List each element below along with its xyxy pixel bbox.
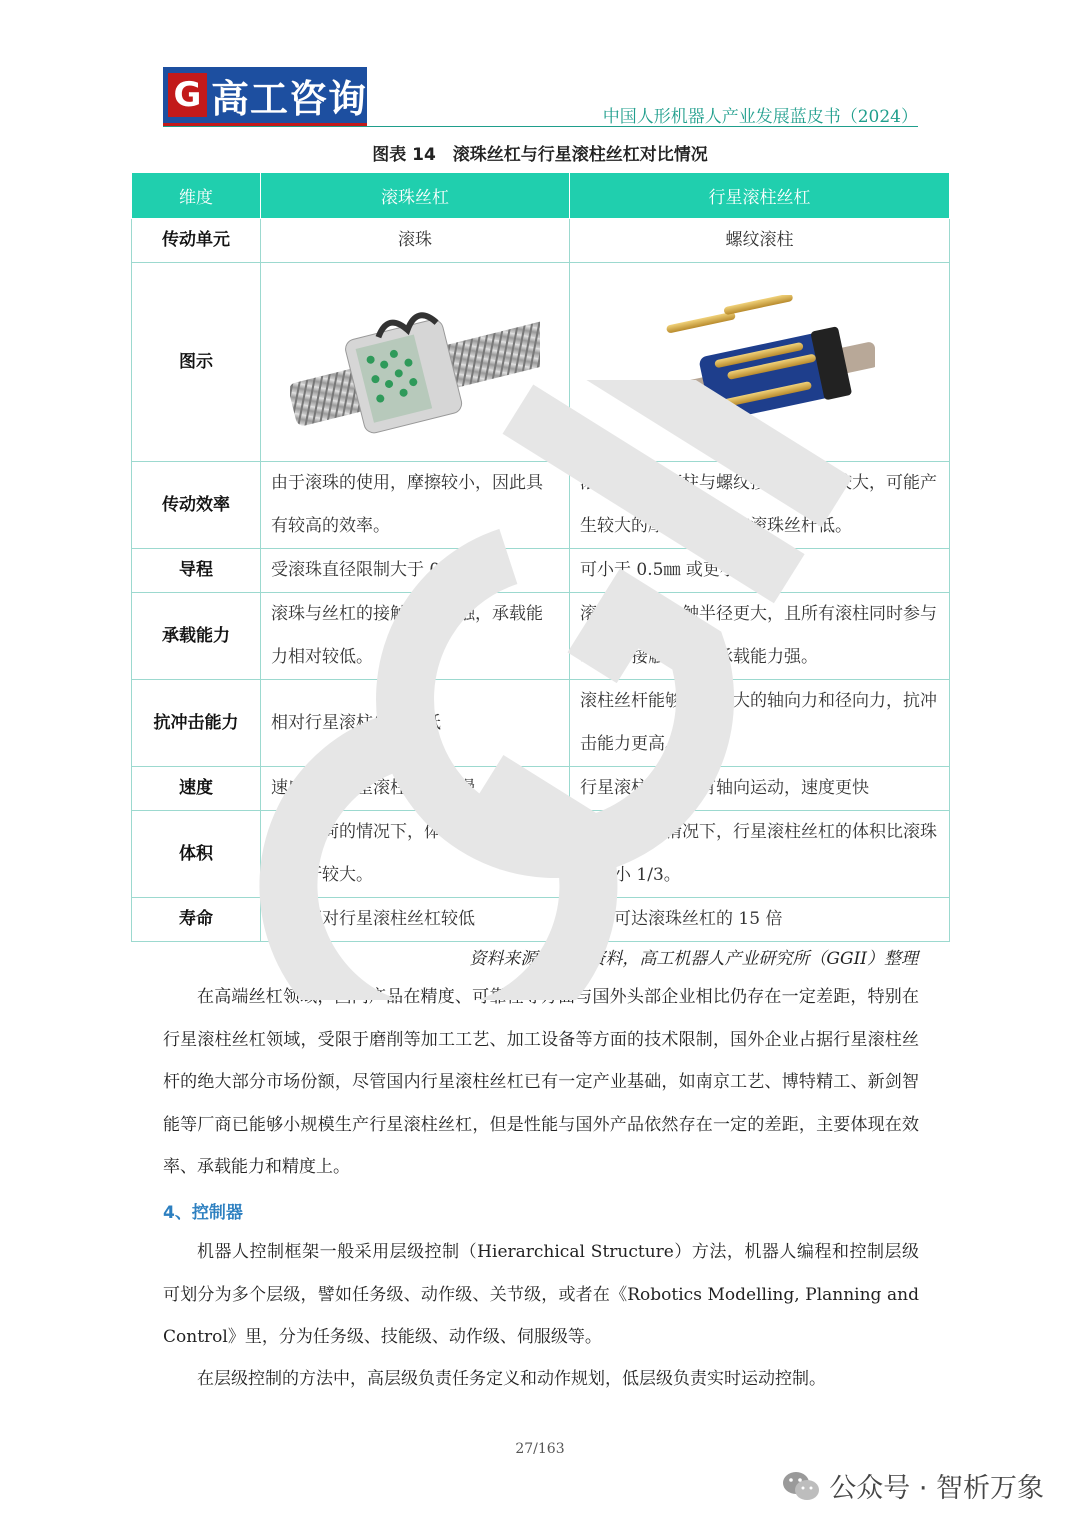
table-row: [132, 898, 950, 942]
ball-screw-cell: 相对行星滚柱丝杠较低: [261, 680, 570, 767]
roller-screw-image: [645, 295, 875, 425]
dimension-cell: 传动单元: [132, 219, 261, 263]
body-paragraph: 在层级控制的方法中，高层级负责任务定义和动作规划，低层级负责实时运动控制。: [197, 1369, 826, 1389]
roller-screw-cell: 可小于 0.5㎜ 或更小: [570, 549, 950, 593]
table-row: [132, 263, 950, 462]
report-title: 中国人形机器人产业发展蓝皮书（2024）: [602, 107, 918, 127]
table-row: [132, 767, 950, 811]
dimension-cell: 寿命: [132, 898, 261, 942]
wechat-account-name: 公众号 · 智析万象: [829, 1473, 1044, 1504]
roller-screw-cell: 寿命可达滚珠丝杠的 15 倍: [570, 898, 950, 942]
dimension-cell: 体积: [132, 811, 261, 898]
roller-screw-cell: 滚柱丝杆的滚柱与螺纹接触面相对较大，可能产生较大的摩擦，效率较滚珠丝杆低。: [570, 462, 950, 549]
dimension-cell: 导程: [132, 549, 261, 593]
body-paragraph: 机器人控制框架一般采用层级控制（Hierarchical Structure）方法，机器人编程和控制层级可划分为多个层级，譬如任务级、动作级、关节级，或者在《Robotics Modelling, Planning and Control》里，分为任务级、技能级、动作级、伺服级等。: [163, 1242, 919, 1347]
wechat-icon: [781, 1469, 821, 1503]
comparison-table: [131, 172, 950, 942]
table-row: [132, 680, 950, 767]
table-row: [132, 593, 950, 680]
logo-mark: G: [168, 73, 207, 117]
table-row: [132, 462, 950, 549]
ball-screw-cell: 速度相对行星滚柱丝杆较慢: [261, 767, 570, 811]
body-paragraph: 在高端丝杠领域，国内产品在精度、可靠性等方面与国外头部企业相比仍存在一定差距，特别在行星滚柱丝杠领域，受限于磨削等加工工艺、加工设备等方面的技术限制，国外企业占据行星滚柱丝杆的绝大部分市场份额，尽管国内行星滚柱丝杠已有一定产业基础，如南京工艺、博特精工、新剑智能等厂商已能够小规模生产行星滚柱丝杠，但是性能与国外产品依然存在一定的差距，主要体现在效率、承载能力和精度上。: [163, 987, 919, 1177]
column-header: 行星滚柱丝杠: [570, 173, 950, 219]
column-header: 滚珠丝杠: [261, 173, 570, 219]
table-header-row: [132, 173, 950, 219]
dimension-cell: 图示: [132, 263, 261, 462]
column-header: 维度: [132, 173, 261, 219]
dimension-cell: 抗冲击能力: [132, 680, 261, 767]
roller-screw-cell: 滚柱丝杆能够承受更大的轴向力和径向力，抗冲击能力更高。: [570, 680, 950, 767]
roller-screw-cell: 在同载荷的情况下，行星滚柱丝杠的体积比滚珠丝杠小 1/3。: [570, 811, 950, 898]
table-row: [132, 549, 950, 593]
roller-screw-cell: 螺纹滚柱: [570, 219, 950, 263]
ball-screw-cell: 滚珠: [261, 219, 570, 263]
roller-screw-cell: 行星滚柱丝杠没有轴向运动，速度更快: [570, 767, 950, 811]
ball-screw-cell: 由于滚珠的使用，摩擦较小，因此具有较高的效率。: [261, 462, 570, 549]
section-heading: 4、控制器: [163, 1203, 243, 1223]
dimension-cell: 承载能力: [132, 593, 261, 680]
ball-screw-cell: 寿命相对行星滚柱丝杠较低: [261, 898, 570, 942]
dimension-cell: 传动效率: [132, 462, 261, 549]
table-row: [132, 219, 950, 263]
roller-screw-illustration-cell: [570, 263, 950, 462]
source-note: 资料来源：公开资料，高工机器人产业研究所（GGII）整理: [469, 949, 918, 969]
wechat-account-badge: [781, 1466, 1044, 1505]
company-logo: [163, 67, 367, 126]
ball-screw-illustration-cell: [261, 263, 570, 462]
table-row: [132, 811, 950, 898]
logo-text: 高工咨询: [210, 76, 367, 121]
header-divider: [163, 126, 918, 127]
ball-screw-cell: 滚珠与丝杠的接触为点接触，承载能力相对较低。: [261, 593, 570, 680]
dimension-cell: 速度: [132, 767, 261, 811]
ball-screw-cell: 在同载荷的情况下，体积相对行星滚柱丝杆较大。: [261, 811, 570, 898]
figure-caption: 图表 14 滚珠丝杠与行星滚柱丝杠对比情况: [372, 145, 708, 165]
roller-screw-cell: 滚柱与丝杠接触半径更大，且所有滚柱同时参与啮合，接触点多，承载能力强。: [570, 593, 950, 680]
page-number: 27/163: [515, 1441, 565, 1457]
ball-screw-cell: 受滚珠直径限制大于 0.5㎜: [261, 549, 570, 593]
ball-screw-image: [290, 285, 540, 435]
